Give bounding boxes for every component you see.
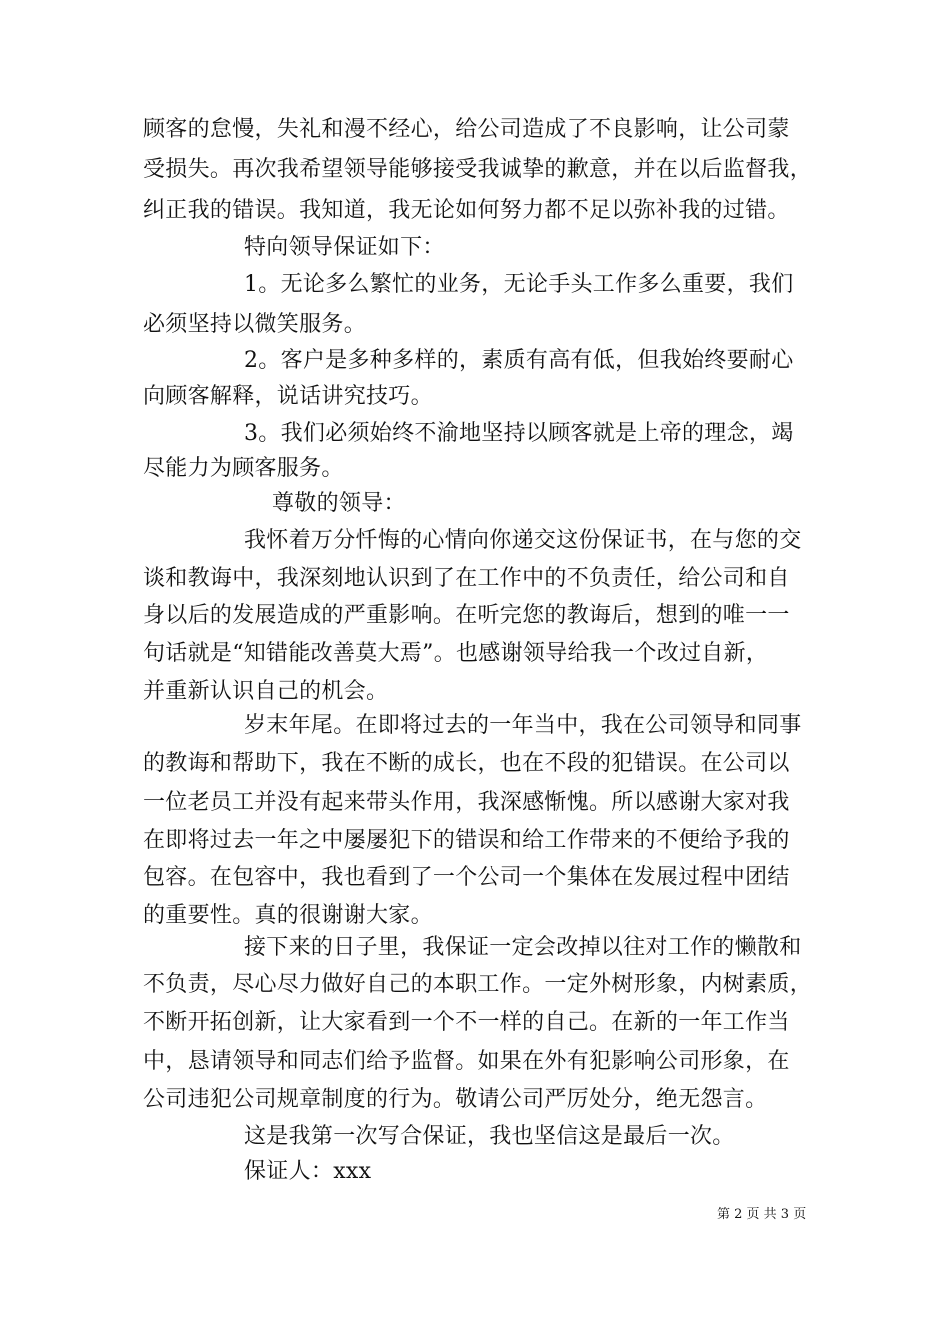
text-line: 的教诲和帮助下，我在不断的成长，也在不段的犯错误。在公司以: [143, 751, 790, 776]
text-line: 一位老员工并没有起来带头作用，我深感惭愧。所以感谢大家对我: [143, 790, 790, 815]
text-line: 必须坚持以微笑服务。: [143, 312, 367, 337]
text-line: 纠正我的错误。我知道，我无论如何努力都不足以弥补我的过错。: [143, 198, 790, 223]
text-line: 这是我第一次写合保证，我也坚信这是最后一次。: [244, 1124, 735, 1149]
text-line: 顾客的怠慢，失礼和漫不经心，给公司造成了不良影响，让公司蒙: [143, 117, 790, 142]
text-line: 句话就是“知错能改善莫大焉”。也感谢领导给我一个改过自新，: [143, 641, 769, 666]
text-line: 受损失。再次我希望领导能够接受我诚挚的歉意，并在以后监督我，: [143, 157, 813, 182]
page-number: 第 2 页 共 3 页: [717, 1207, 807, 1222]
text-line: 公司违犯公司规章制度的行为。敬请公司严厉处分，绝无怨言。: [143, 1087, 768, 1112]
text-line: 身以后的发展造成的严重影响。在听完您的教诲后，想到的唯一一: [143, 603, 790, 628]
text-line: 我怀着万分忏悔的心情向你递交这份保证书，在与您的交: [244, 528, 802, 553]
text-line: 在即将过去一年之中屡屡犯下的错误和给工作带来的不便给予我的: [143, 828, 790, 853]
text-line: 不负责，尽心尽力做好自己的本职工作。一定外树形象，内树素质，: [143, 972, 813, 997]
text-line: 1。无论多么繁忙的业务，无论手头工作多么重要，我们: [244, 272, 794, 297]
text-line: 谈和教诲中，我深刻地认识到了在工作中的不负责任，给公司和自: [143, 566, 790, 591]
text-line: 的重要性。真的很谢谢大家。: [143, 903, 433, 928]
text-line: 2。客户是多种多样的，素质有高有低，但我始终要耐心: [244, 348, 794, 373]
text-line: 3。我们必须始终不渝地坚持以顾客就是上帝的理念，竭: [244, 421, 794, 446]
text-line: 包容。在包容中，我也看到了一个公司一个集体在发展过程中团结: [143, 865, 790, 890]
text-line: 向顾客解释，说话讲究技巧。: [143, 384, 433, 409]
text-line: 接下来的日子里，我保证一定会改掉以往对工作的懒散和: [244, 935, 802, 960]
text-line: 尽能力为顾客服务。: [143, 456, 344, 481]
text-line: 中，恳请领导和同志们给予监督。如果在外有犯影响公司形象，在: [143, 1049, 790, 1074]
text-line: 不断开拓创新，让大家看到一个不一样的自己。在新的一年工作当: [143, 1010, 790, 1035]
signature-line: 保证人：xxx: [244, 1159, 372, 1184]
text-line: 特向领导保证如下：: [244, 235, 445, 260]
text-line: 并重新认识自己的机会。: [143, 679, 389, 704]
salutation: 尊敬的领导：: [272, 491, 406, 516]
text-line: 岁末年尾。在即将过去的一年当中，我在公司领导和同事: [244, 713, 802, 738]
